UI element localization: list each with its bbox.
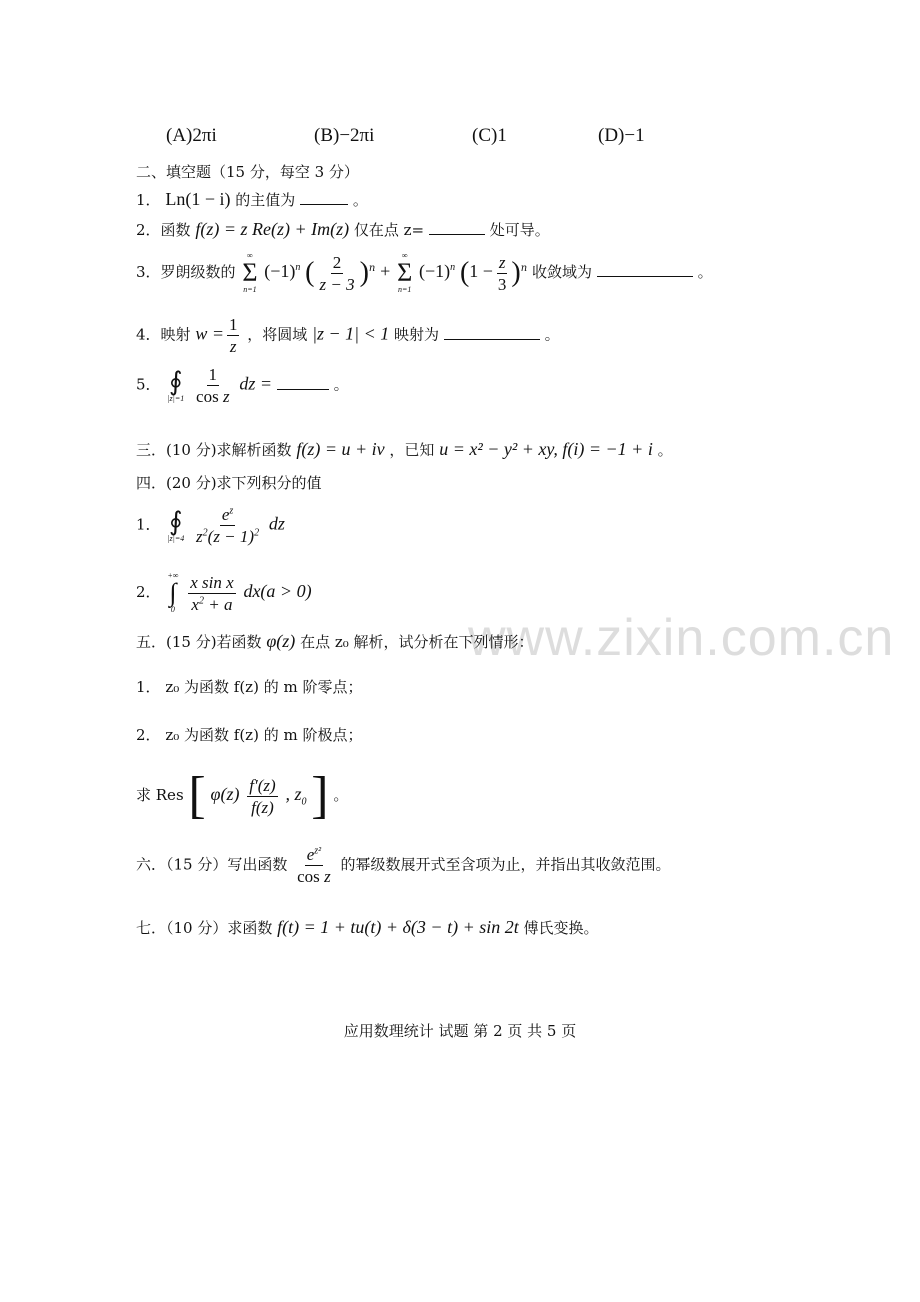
math-expr: dx(a > 0) xyxy=(243,581,312,601)
q-text: 求 Res xyxy=(136,786,184,804)
question-4-2 xyxy=(136,572,312,614)
integral-symbol: +∞ ∫ 0 xyxy=(167,571,179,614)
q-text: 在点 z₀ 解析，试分析在下列情形： xyxy=(300,633,534,651)
q-text: 傅氏变换。 xyxy=(523,919,599,937)
section-6 xyxy=(136,846,670,885)
math-expr: u = x² − y² + xy, f(i) = −1 + i xyxy=(439,439,653,459)
question-2-2 xyxy=(136,220,550,238)
question-2-5: 5． ∮ |z|=1 $\frac{1}{\text{cos z}}$ dz = 。 xyxy=(136,365,349,406)
math-expr: f(t) = 1 + tu(t) + δ(3 − t) + sin 2t xyxy=(277,917,519,937)
q-text: ，将圆域 xyxy=(247,325,308,344)
fraction: $\frac{1}{\text{cos z}}$ xyxy=(196,365,230,406)
contour-integral-symbol: ∮ |z|=4 xyxy=(167,506,185,543)
math-expr: $(-1)^n$ xyxy=(419,261,456,281)
fraction: $\frac{2}{z - 3}$ xyxy=(319,252,355,294)
math-expr: φ(z) xyxy=(266,631,296,651)
fraction: $\frac{e^{z^2}}{\text{cos z}}$ xyxy=(297,845,331,886)
q-text: 的幂级数展开式至含项为止，并指出其收敛范围。 xyxy=(340,855,671,874)
section-3 xyxy=(136,440,673,458)
q-end: 。 xyxy=(352,191,368,209)
question-2-1 xyxy=(136,190,368,208)
math-expr: $(-1)^n$ xyxy=(264,261,301,281)
q-text: z₀ 为函数 f(z) 的 m 阶极点； xyxy=(165,726,363,744)
q-text: 五．(15 分)若函数 xyxy=(136,633,262,651)
question-5-2 xyxy=(136,728,362,743)
q-number: 3．罗朗级数的 xyxy=(136,263,236,281)
math-expr: f(z) = u + iv xyxy=(296,439,385,459)
q-number: 1． xyxy=(136,191,161,209)
question-5-1 xyxy=(136,680,362,695)
watermark: www.zixin.com.cn xyxy=(468,609,895,667)
q-number: 5． xyxy=(136,375,161,394)
question-2-4: 4．映射 w = $\frac{1}{z}$ ，将圆域 |z − 1| < 1 映射为 。 xyxy=(136,315,560,356)
fraction: $\frac{1}{z}$ xyxy=(228,315,238,356)
choice-d: (D)−1 xyxy=(598,125,645,146)
answer-blank xyxy=(444,325,540,340)
q-end: 。 xyxy=(657,441,673,459)
q-text: 收敛域为 xyxy=(531,263,592,281)
choice-a: (A)2πi xyxy=(166,125,217,146)
sum-symbol: ∞ Σ n=1 xyxy=(397,251,413,294)
choice-b: (B)−2πi xyxy=(314,125,375,146)
question-2-3: 3．罗朗级数的 ∞ Σ n=1 $(-1)^n$ ( $\frac{2}{z - 3}$ )$^n$ + ∞ Σ n=1 $(-1)^n$ (1 − $\frac{z}{3}$ )$^n$ 收敛域为 。 xyxy=(136,251,713,294)
q-end: 。 xyxy=(333,786,349,804)
answer-blank xyxy=(300,190,348,205)
answer-blank xyxy=(429,220,485,235)
q-end: 。 xyxy=(544,325,560,344)
q-text: z₀ 为函数 f(z) 的 m 阶零点； xyxy=(165,678,363,696)
q-number: 2． xyxy=(136,726,161,744)
q-number: 1． xyxy=(136,515,161,534)
sum-symbol: ∞ Σ n=1 xyxy=(242,251,258,294)
q-end: 处可导。 xyxy=(489,221,550,239)
section-4-heading: 四．(20 分)求下列积分的值 xyxy=(136,474,322,492)
page-footer: 应用数理统计 试题 第 2 页 共 5 页 xyxy=(343,1022,577,1040)
q-text: 三．(10 分)求解析函数 xyxy=(136,441,292,459)
answer-blank xyxy=(597,262,693,277)
q-text: 映射为 xyxy=(394,325,440,344)
math-expr: f(z) = z Re(z) + Im(z) xyxy=(195,219,350,239)
fraction: $\frac{z}{3}$ xyxy=(497,252,507,294)
section-5 xyxy=(136,632,534,650)
math-expr: |z − 1| < 1 xyxy=(312,323,390,344)
section-7 xyxy=(136,918,599,936)
q-end: 。 xyxy=(697,263,713,281)
q-text: 七．（10 分）求函数 xyxy=(136,919,273,937)
math-expr: Ln(1 − i) xyxy=(165,189,231,209)
q-number: 4．映射 xyxy=(136,325,191,344)
q-text: 六．（15 分）写出函数 xyxy=(136,855,288,874)
fraction: $\frac{e^z}{z^2(z - 1)^2}$ xyxy=(196,505,260,546)
contour-integral-symbol: ∮ |z|=1 xyxy=(167,366,185,403)
section-2-heading: 二、填空题（15 分，每空 3 分） xyxy=(136,163,359,181)
q-number: 2．函数 xyxy=(136,221,191,239)
choice-c: (C)1 xyxy=(472,125,507,146)
q-text: ，已知 xyxy=(389,441,435,459)
q-end: 。 xyxy=(333,375,349,394)
question-4-1: 1． ∮ |z|=4 $\frac{e^z}{z^2(z - 1)^2}$ dz xyxy=(136,505,285,546)
fraction: $\frac{f'(z)}{f(z)}$ xyxy=(249,775,276,817)
fraction: $\frac{\text{x sin x}}{x^2 + a}$ xyxy=(190,572,234,614)
q-text: 的主值为 xyxy=(235,191,296,209)
q-text: 仅在点 z= xyxy=(353,221,425,239)
q-number: 1． xyxy=(136,678,161,696)
residue-expression: 求 Res [ φ(z) $\frac{f'(z)}{f(z)}$ , $z_0$ ] 。 xyxy=(136,767,349,824)
answer-blank xyxy=(277,375,329,390)
q-number: 2． xyxy=(136,583,161,601)
